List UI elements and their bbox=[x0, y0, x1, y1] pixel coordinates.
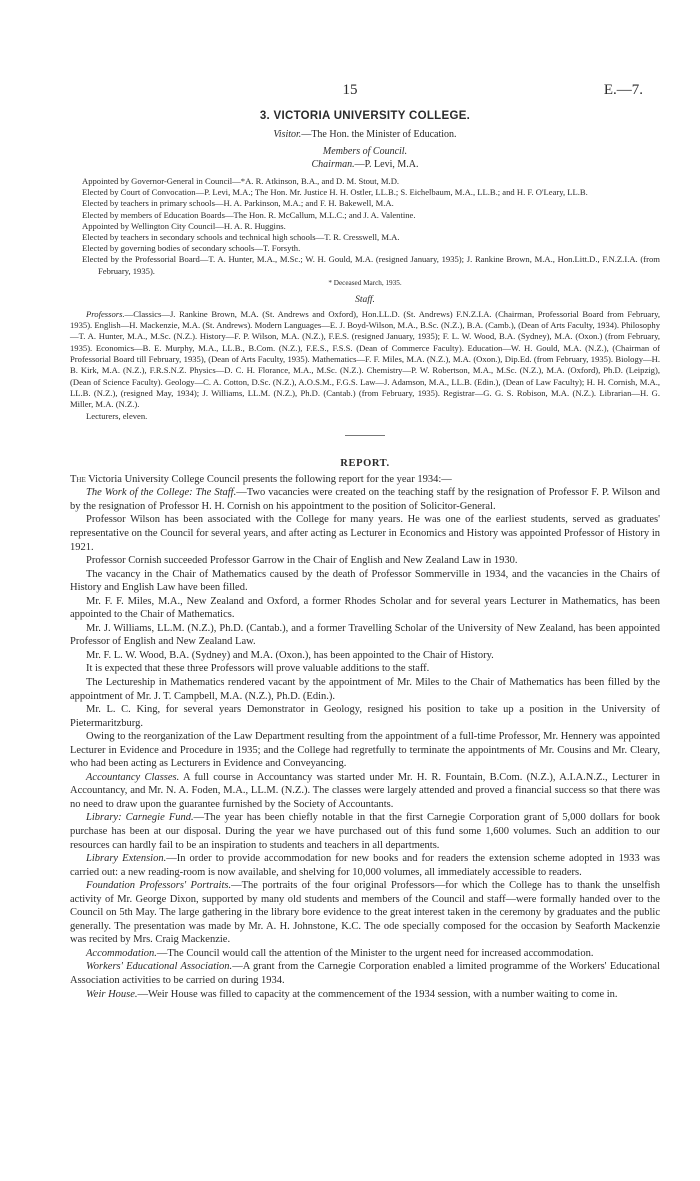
report-heading: REPORT. bbox=[340, 457, 390, 469]
council-line: Elected by members of Education Boards—The Hon. R. McCallum, M.L.C.; and J. A. Valentine. bbox=[82, 209, 416, 220]
report-paragraph bbox=[70, 554, 660, 568]
visitor-line bbox=[70, 128, 660, 141]
page-body bbox=[70, 110, 660, 1001]
report-paragraph bbox=[70, 676, 660, 703]
council-line: Elected by the Professorial Board—T. A. Hunter, M.A., M.Sc.; W. H. Gould, M.A. (resigned January, 1935); J. Rankine Brown, M.A., Hon.Litt.D., F.N.Z.I.A. (from February, 1935). bbox=[82, 254, 660, 276]
chairman-line bbox=[70, 158, 660, 171]
report-paragraph bbox=[70, 703, 660, 730]
paragraph-text: —A grant from the Carnegie Corporation enabled a limited programme of the Workers' Educational Association activities to be carried on during 1934. bbox=[70, 961, 660, 987]
section-title: 3. VICTORIA UNIVERSITY COLLEGE. bbox=[259, 110, 471, 122]
paragraph-text: Mr. F. L. W. Wood, B.A. (Sydney) and M.A. (Oxon.), has been appointed to the Chair of History. bbox=[86, 649, 494, 661]
paragraph-lead: Library Extension. bbox=[86, 853, 167, 865]
report-paragraph bbox=[70, 852, 660, 879]
paragraph-text: A full course in Accountancy was started under Mr. H. R. Fountain, B.Com. (N.Z.), A.I.A.N.Z., Lecturer in Accountancy, and Mr. N. A. Foden, M.A., LL.M. (N.Z.). The classes were largely attended and proved a financial success so that there was no need to draw upon the guarantee furnished by the Society of Accountants. bbox=[70, 771, 660, 810]
council-heading: Members of Council. bbox=[322, 146, 408, 157]
report-paragraph bbox=[70, 947, 660, 961]
report-paragraph bbox=[70, 771, 660, 812]
professors-paragraph bbox=[70, 309, 660, 411]
report-paragraph bbox=[70, 988, 660, 1002]
paragraph-text: Mr. J. Williams, LL.M. (N.Z.), Ph.D. (Cantab.), and a former Travelling Scholar of the University of New Zealand, has been appointed Professor of English and New Zealand Law. bbox=[70, 622, 660, 648]
document-reference: E.—7. bbox=[603, 82, 643, 98]
report-paragraph bbox=[70, 649, 660, 663]
report-intro bbox=[70, 473, 660, 487]
paragraph-text: —Weir House was filled to capacity at the commencement of the 1934 session, with a number waiting to come in. bbox=[137, 988, 618, 1000]
council-line: Elected by teachers in primary schools—H. A. Parkinson, M.A.; and F. H. Bakewell, M.A. bbox=[82, 198, 394, 209]
professors-text: —Classics—J. Rankine Brown, M.A. (St. Andrews and Oxford), Hon.LL.D. (St. Andrews) F.N.Z.I.A. (Chairman, Professorial Board from February, 1935). English—H. Mackenzie, M.A. (St. Andrews). Modern Languages—E. J. Boyd-Wilson, M.A., B.Sc. (N.Z.), B.A. (Camb.), (Dean of Arts Faculty, 1934). Philosophy—T. A. Hunter, M.A., M.Sc. (N.Z.). History—F. P. Wilson, M.A. (N.Z.), F.E.S. (resigned January, 1935); F. L. W. Wood, B.A. (Sydney), M.A. (Oxon.) (from February, 1935). Economics—B. E. Murphy, M.A., LL.B., B.Com. (N.Z.), F.E.S., F.S.S. (Dean of Commerce Faculty). Education—W. H. Gould, M.A. (N.Z.), (Chairman of Professorial Board till February, 1935), (Dean of Arts Faculty, 1935). Mathematics—F. F. Miles, M.A. (N.Z.), M.A. (Oxon.), Dip.Ed. (from February, 1935). Biology—H. B. Kirk, M.A. (N.Z.), F.R.S.N.Z. Physics—D. C. H. Florance, M.A., M.Sc. (N.Z.). Chemistry—P. W. Robertson, M.A., M.Sc. (N.Z.), M.A. (Oxford), Ph.D. (Leipzig), (Dean of Science Faculty). Geology—C. A. Cotton, D.Sc. (N.Z.), A.O.S.M., F.G.S. Law—J. Adamson, M.A., LL.B. (Edin.), (Dean of Law Faculty); H. H. Cornish, M.A., LL.B. (N.Z.), (resigned May, 1934); J. Williams, LL.M. (N.Z.), Ph.D. (Cantab.) (from February, 1935). Registrar—G. G. S. Robison, M.A. (N.Z.). Librarian—H. G. Miller, M.A. (N.Z.). bbox=[70, 308, 660, 410]
paragraph-text: —Two vacancies were created on the teaching staff by the resignation of Professor F. P. Wilson and by the resignation of Professor H. H. Cornish on his appointment to the position of Solicitor-General. bbox=[70, 487, 660, 512]
report-paragraph bbox=[70, 622, 660, 649]
paragraph-lead: Library: Carnegie Fund. bbox=[86, 812, 194, 824]
staff-heading: Staff. bbox=[355, 294, 375, 305]
paragraph-lead: Weir House. bbox=[86, 988, 138, 1000]
council-line: Elected by teachers in secondary schools and technical high schools—T. R. Cresswell, M.A. bbox=[82, 232, 400, 243]
report-body bbox=[70, 473, 660, 1001]
paragraph-text: The vacancy in the Chair of Mathematics caused by the death of Professor Sommerville in 1934, and the vacancies in the Chairs of History and English Law have been filled. bbox=[70, 568, 660, 594]
report-paragraph bbox=[70, 960, 660, 987]
paragraph-text: —The portraits of the four original Professors—for which the College has to thank the unselfish activity of Mr. George Dixon, supported by many old students and members of the Council and staff—were formally handed over to the Council on 5th May. The large gathering in the library bore evidence to the great interest taken in the ceremony by graduates and the public generally. The presentation was made by Mr. A. H. Johnstone, K.C. The ode specially composed for the occasion by Seaforth Mackenzie was recited by Mrs. Craig Mackenzie. bbox=[70, 880, 660, 946]
paragraph-lead: The Work of the College: The Staff. bbox=[86, 487, 237, 499]
report-paragraph bbox=[70, 879, 660, 947]
report-paragraph bbox=[70, 662, 660, 676]
report-paragraph bbox=[70, 595, 660, 622]
report-paragraph bbox=[70, 811, 660, 852]
report-paragraph bbox=[70, 486, 660, 513]
council-line: Elected by Court of Convocation—P. Levi, M.A.; The Hon. Mr. Justice H. H. Ostler, LL.B.; S. Eichelbaum, M.A., LL.B.; and H. F. O'Leary, LL.B. bbox=[82, 187, 588, 198]
report-paragraph bbox=[70, 568, 660, 595]
lecturers-line: Lecturers, eleven. bbox=[86, 410, 148, 421]
professors-label: Professors. bbox=[86, 308, 125, 319]
paragraph-lead: Foundation Professors' Portraits. bbox=[86, 880, 232, 892]
footnote: * Deceased March, 1935. bbox=[328, 278, 402, 287]
report-intro-first-word: The bbox=[70, 473, 86, 485]
chairman-text: —P. Levi, M.A. bbox=[354, 159, 419, 170]
paragraph-text: It is expected that these three Professors will prove valuable additions to the staff. bbox=[86, 663, 430, 675]
council-list bbox=[70, 176, 660, 277]
paragraph-text: —In order to provide accommodation for new books and for readers the extension scheme adopted in 1933 was carried out: a new reading-room is now available, and shelving for 10,000 volumes, all immediately accessible to readers. bbox=[70, 853, 660, 878]
paragraph-text: —The year has been chiefly notable in that the first Carnegie Corporation grant of 5,000 dollars for book purchase has been at our disposal. During the year we have purchased out of this fund some 1,600 volumes. Such an addition to our resources can hardly fail to be an inspiration to students and teachers in all departments. bbox=[70, 812, 661, 851]
council-line: Appointed by Governor-General in Council—*A. R. Atkinson, B.A., and D. M. Stout, M.D. bbox=[82, 176, 400, 186]
report-paragraph bbox=[70, 730, 660, 771]
paragraph-text: —The Council would call the attention of the Minister to the urgent need for increased accommodation. bbox=[156, 947, 594, 959]
paragraph-lead: Accommodation. bbox=[86, 947, 157, 959]
paragraph-lead: Accountancy Classes. bbox=[86, 771, 180, 783]
visitor-label: Visitor. bbox=[273, 129, 302, 140]
paragraph-text: Mr. L. C. King, for several years Demonstrator in Geology, resigned his position to take up a position in the University of Pietermaritzburg. bbox=[70, 704, 660, 729]
paragraph-text: The Lectureship in Mathematics rendered vacant by the appointment of Mr. Miles to the Chair of Mathematics has been filled by the appointment of Mr. J. T. Campbell, M.A. (N.Z.), Ph.D. (Edin.). bbox=[70, 677, 660, 702]
paragraph-text: Owing to the reorganization of the Law Department resulting from the appointment of a full-time Professor, Mr. Hennery was appointed Lecturer in Evidence and Procedure in 1935; and the College had regretfully to terminate the appointments of Mr. Cousins and Mr. Cleary, who had been acting as Lecturers in Evidence and Conveyancing. bbox=[70, 731, 660, 770]
paragraph-lead: Workers' Educational Association. bbox=[86, 961, 233, 973]
chairman-label: Chairman. bbox=[311, 159, 355, 170]
paragraph-text: Professor Wilson has been associated with the College for many years. He was one of the earliest students, served as graduates' representative on the Council for several years, and after acting as Lecturer in Economics and History was appointed Professor of History in 1921. bbox=[70, 514, 660, 553]
paragraph-text: Mr. F. F. Miles, M.A., New Zealand and Oxford, a former Rhodes Scholar and for several years Lecturer in Mathematics, has been appointed to the Chair of Mathematics. bbox=[70, 595, 660, 621]
report-intro-text: Victoria University College Council presents the following report for the year 1934:— bbox=[85, 473, 452, 485]
council-line: Elected by governing bodies of secondary schools—T. Forsyth. bbox=[82, 243, 301, 254]
council-line: Appointed by Wellington City Council—H. A. R. Huggins. bbox=[82, 220, 286, 231]
paragraph-text: Professor Cornish succeeded Professor Garrow in the Chair of English and New Zealand Law in 1930. bbox=[86, 555, 518, 567]
visitor-text: —The Hon. the Minister of Education. bbox=[301, 129, 457, 140]
section-divider bbox=[345, 435, 385, 436]
page-number: 15 bbox=[342, 82, 358, 98]
report-paragraph bbox=[70, 513, 660, 554]
